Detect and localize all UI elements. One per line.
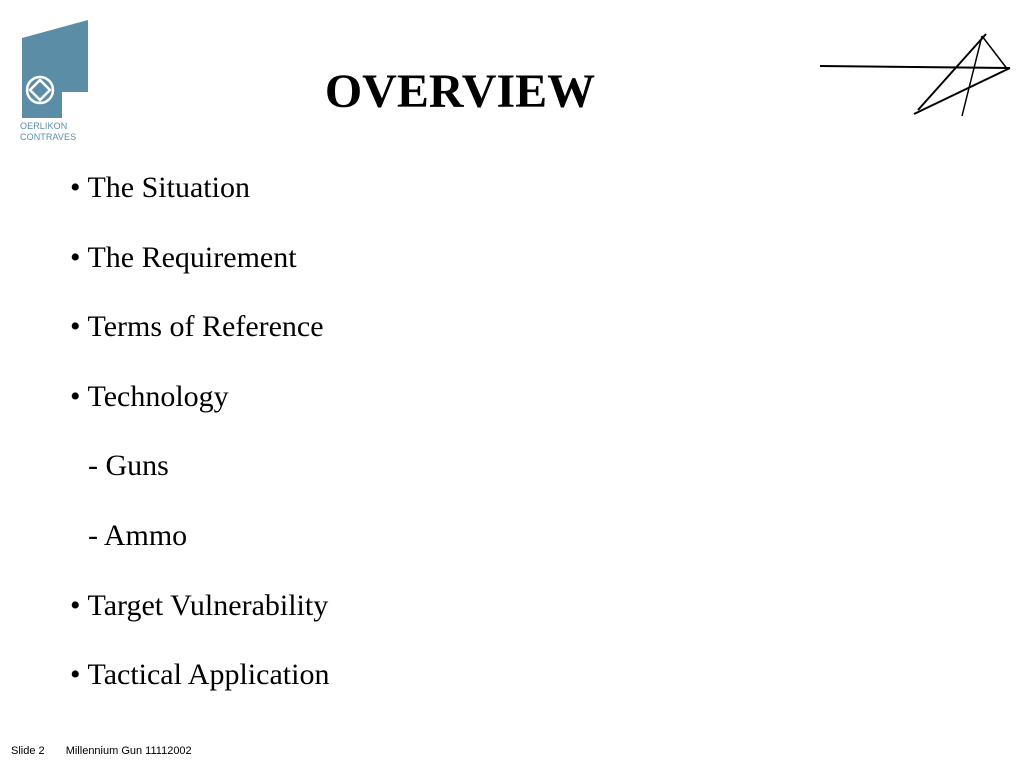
agenda-item-situation: • The Situation — [70, 171, 250, 204]
agenda-item-requirement: • The Requirement — [70, 240, 297, 274]
agenda-item-technology: • Technology — [70, 379, 229, 413]
agenda-item-target-vulnerability: • Target Vulnerability — [70, 588, 329, 622]
page-title: OVERVIEW — [324, 65, 596, 118]
agenda-subitem-guns: - Guns — [88, 449, 169, 483]
document-label: Millennium Gun 11112002 — [65, 745, 192, 757]
agenda-subitem-ammo: - Ammo — [88, 518, 188, 552]
agenda-list — [70, 168, 329, 725]
logo-caption — [20, 121, 76, 143]
agenda-item-terms-of-reference: • Terms of Reference — [70, 310, 324, 344]
agenda-item-tactical-application: • Tactical Application — [70, 658, 330, 692]
logo-caption-line1: OERLIKON — [20, 121, 68, 131]
slide-footer — [11, 744, 192, 758]
slide-number: Slide 2 — [11, 745, 45, 757]
logo-caption-line2: CONTRAVES — [20, 132, 77, 142]
